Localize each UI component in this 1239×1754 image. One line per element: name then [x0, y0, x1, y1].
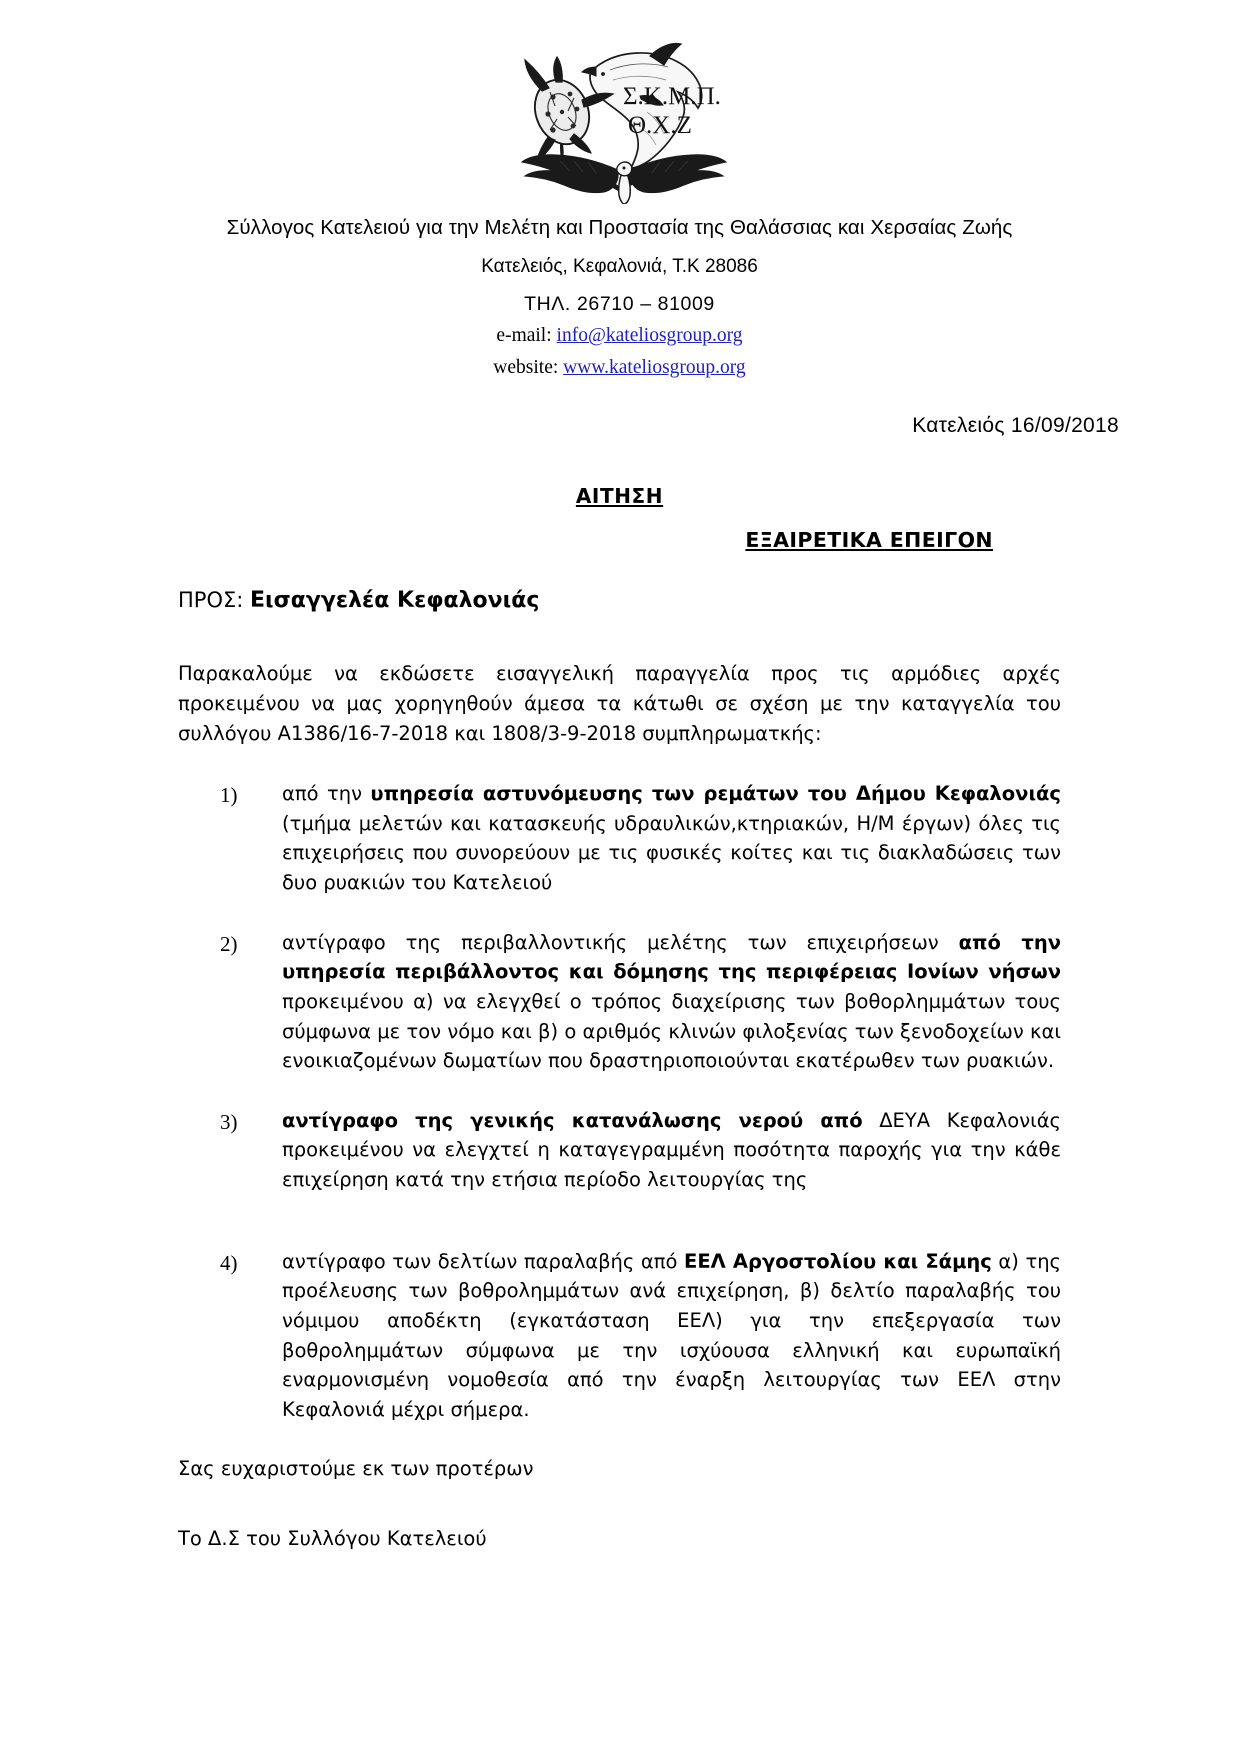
email-link[interactable]: info@kateliosgroup.org — [556, 325, 743, 346]
list-item-text — [282, 1247, 1061, 1425]
letterhead — [0, 0, 1239, 380]
list-item — [220, 1247, 1061, 1425]
organization-address: Κατελειός, Κεφαλονιά, Τ.Κ 28086 — [481, 256, 758, 277]
organization-phone: ΤΗΛ. 26710 – 81009 — [524, 293, 715, 315]
seabird-icon — [522, 155, 726, 204]
seal-turtle-dolphin-bird-icon — [500, 34, 740, 204]
emphasis-text: από την υπηρεσία περιβάλλοντος και δόμησης της περιφέρειας Ιονίων νήσων — [282, 930, 1061, 984]
website-link[interactable]: www.kateliosgroup.org — [563, 356, 746, 378]
intro-paragraph: Παρακαλούμε να εκδώσετε εισαγγελική παραγγελία προς τις αρμόδιες αρχές προκειμένου να μας χορηγηθούν άμεσα τα κάτωθι σε σχέση με την καταγγελία του συλλόγου Α1386/16-7-2018 και 1808/3-9-2018 συμπληρωματκής: — [178, 661, 1061, 745]
plain-text: αντίγραφο των δελτίων παραλαβής από — [282, 1249, 685, 1273]
email-label: e-mail: — [496, 325, 552, 346]
list-item-text — [282, 928, 1061, 1076]
logo-monogram-line2: Θ.Χ.Ζ — [627, 112, 692, 139]
plain-text: ΔΕΥΑ Κεφαλονιάς προκειμένου να ελεγχτεί η καταγεγραμμένη ποσότητα παροχής για την κάθε επιχείρηση κατά την ετήσια περίοδο λειτουργίας της — [282, 1108, 1061, 1192]
list-item — [220, 779, 1061, 898]
list-item-marker: 1) — [220, 783, 238, 808]
organization-name: Σύλλογος Κατελειού για την Μελέτη και Προστασία της Θαλάσσιας και Χερσαίας Ζωής — [226, 216, 1013, 239]
document-type-text: ΑΙΤΗΣΗ — [575, 483, 664, 508]
email-line — [0, 324, 1239, 348]
numbered-request-list — [178, 779, 1061, 1424]
emphasis-text: ΕΕΛ Αργοστολίου και Σάμης — [684, 1249, 992, 1273]
urgency-text: ΕΞΑΙΡΕΤΙΚΑ ΕΠΕΙΓΟΝ — [745, 527, 993, 552]
recipient-line — [178, 588, 1061, 613]
date-line: Κατελειός 16/09/2018 — [912, 413, 1119, 437]
list-item-text — [282, 1106, 1061, 1195]
emphasis-text: αντίγραφο της γενικής κατανάλωσης νερού από — [282, 1108, 863, 1132]
organization-logo — [0, 34, 1239, 204]
document-type-title — [0, 484, 1239, 508]
closing-signature: Το Δ.Σ του Συλλόγου Κατελειού — [178, 1526, 487, 1550]
recipient-prefix: ΠΡΟΣ: — [178, 587, 244, 612]
urgency-title — [0, 528, 1239, 552]
closing-thanks: Σας ευχαριστούμε εκ των προτέρων — [178, 1457, 534, 1481]
recipient-name: Εισαγγελέα Κεφαλονιάς — [250, 587, 540, 613]
plain-text: α) της προέλευσης των βοθρολημμάτων ανά επιχείρηση, β) δελτίο παραλαβής του νόμιμου αποδέκτη (εγκατάσταση ΕΕΛ) για την επεξεργασία των βοθρολημμάτων σύμφωνα με την ισχύουσα ελληνική και ευρωπαϊκή εναρμονισμένη νομοθεσία από την έναρξη λειτουργίας των ΕΕΛ στην Κεφαλονιά μέχρι σήμερα. — [282, 1249, 1062, 1421]
plain-text: από την — [282, 782, 371, 806]
plain-text: αντίγραφο της περιβαλλοντικής μελέτης των επιχειρήσεων — [282, 930, 959, 954]
list-item — [220, 1106, 1061, 1195]
list-item — [220, 928, 1061, 1076]
website-line — [0, 356, 1239, 380]
list-item-marker: 2) — [220, 931, 238, 956]
plain-text: προκειμένου α) να ελεγχθεί ο τρόπος διαχείρισης των βοθορληµµάτων τους σύμφωνα με τον νόμο και β) ο αριθμός κλινών φιλοξενίας των ξενοδοχείων και ενοικιαζομένων δωματίων που δραστηριοποιούνται εκατέρωθεν των ρυακιών. — [282, 989, 1061, 1073]
emphasis-text: υπηρεσία αστυνόμευσης των ρεμάτων του Δήμου Κεφαλονιάς — [370, 782, 1061, 806]
list-item-marker: 3) — [220, 1109, 238, 1134]
logo-monogram-line1: Σ.Κ.Μ.Π. — [622, 83, 721, 110]
spacer — [220, 1225, 1061, 1247]
website-label: website: — [493, 356, 559, 378]
list-item-marker: 4) — [220, 1250, 238, 1275]
list-item-text — [282, 779, 1061, 898]
plain-text: (τμήμα μελετών και κατασκευής υδραυλικών,κτηριακών, Η/Μ έργων) όλες τις επιχειρήσεις που συνορεύουν με τις φυσικές κοίτες και τις διακλαδώσεις των δυο ρυακιών του Κατελειού — [282, 811, 1061, 895]
document-body — [0, 588, 1239, 1553]
